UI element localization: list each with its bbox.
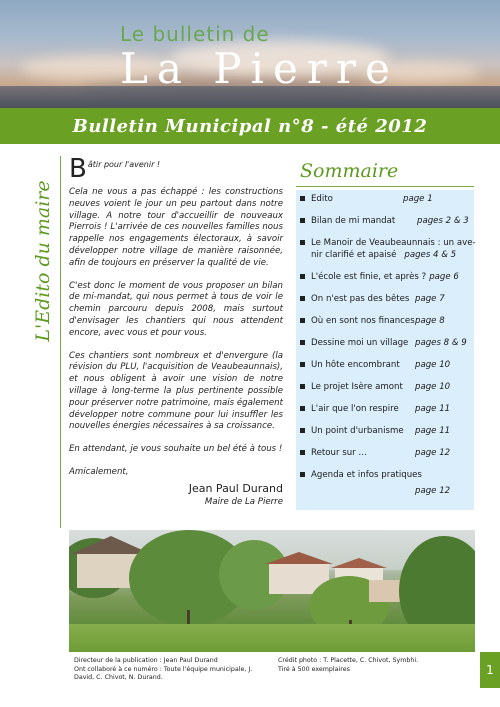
credit-line: Tiré à 500 exemplaires <box>278 665 350 673</box>
sommaire-item-page: pages 8 & 9 <box>415 338 467 348</box>
sommaire-item-label: Retour sur … <box>311 448 367 458</box>
bullet-icon <box>300 450 305 455</box>
bullet-icon <box>300 384 305 389</box>
sommaire-item-page: pages 4 & 5 <box>404 250 457 260</box>
credits-left <box>74 657 274 683</box>
sommaire-item-page: page 1 <box>403 194 433 204</box>
bullet-icon <box>300 472 305 477</box>
sommaire-item-label: Où en sont nos finances <box>311 316 415 326</box>
issue-banner-text: Bulletin Municipal n°8 - été 2012 <box>72 115 428 137</box>
roof <box>265 552 333 564</box>
bullet-icon <box>300 318 305 323</box>
sommaire-item-label: Dessine moi un village <box>311 338 409 348</box>
masthead <box>0 0 500 108</box>
editorial-closing: Amicalement, <box>69 466 129 477</box>
sommaire-item <box>296 404 474 415</box>
drop-cap: B <box>69 154 87 184</box>
editorial <box>69 154 283 508</box>
lawn <box>69 624 475 652</box>
sommaire-item <box>296 294 474 305</box>
sommaire-item <box>296 194 474 205</box>
bullet-icon <box>300 240 305 245</box>
sommaire-item-label: Agenda et infos pratiques <box>311 470 422 480</box>
village-photo <box>69 530 475 652</box>
editorial-paragraph: En attendant, je vous souhaite un bel été à tous ! <box>69 444 283 455</box>
masthead-subtitle: Le bulletin de <box>120 22 270 46</box>
editorial-paragraph: Ces chantiers sont nombreux et d'envergure (la révision du PLU, l'acquisition de Veaubeaunnais), et nous obligent à avoir une vision de notre village à long-terme la plus pertinente possible pour préserver notre patrimoine, mais également développer notre commune pour lui insuffler les nouvelles énergies nécessaires à sa croissance. <box>69 350 283 432</box>
bullet-icon <box>300 340 305 345</box>
signature-name: Jean Paul Durand <box>188 481 283 495</box>
sommaire-item <box>296 426 474 437</box>
bullet-icon <box>300 406 305 411</box>
credit-line: David, C. Chivot, N. Durand. <box>74 674 163 681</box>
sommaire-item-label: L'air que l'on respire <box>311 404 399 414</box>
sommaire-item <box>296 216 474 227</box>
credit-line: Directeur de la publication : Jean Paul Durand <box>74 657 218 664</box>
credit-line: Crédit photo : T. Placette, C. Chivot, Symbhi. <box>278 657 419 664</box>
page-number: 1 <box>480 652 500 688</box>
sommaire-item-page: page 11 <box>415 404 451 414</box>
sommaire-item-label: Un point d'urbanisme <box>311 426 404 436</box>
editorial-lead <box>69 154 283 184</box>
credits-right <box>278 657 458 674</box>
sommaire-item-label: Le Manoir de Veaubeaunnais : un ave- <box>311 238 476 248</box>
roof <box>331 558 387 568</box>
sommaire-item-label: Bilan de mi mandat <box>311 216 396 226</box>
sommaire-item-page: page 6 <box>429 272 459 282</box>
sommaire-item <box>296 470 474 497</box>
sommaire-item <box>296 448 474 459</box>
sommaire-item-label-cont: nir clarifié et apaisé <box>311 250 397 260</box>
sommaire-item-page: pages 2 & 3 <box>417 216 469 226</box>
editorial-heading: âtir pour l'avenir ! <box>87 160 161 170</box>
bullet-icon <box>300 428 305 433</box>
masthead-title: La Pierre <box>120 44 399 93</box>
edito-vertical-title: L'Edito du maire <box>32 180 54 342</box>
bullet-icon <box>300 218 305 223</box>
sommaire-item-page: page 12 <box>415 486 451 496</box>
sommaire-item-label: Le projet Isère amont <box>311 382 403 392</box>
bullet-icon <box>300 362 305 367</box>
sommaire-title: Sommaire <box>300 160 399 182</box>
editorial-paragraph: C'est donc le moment de vous proposer un bilan de mi-mandat, qui nous permet à tous de voir le chemin parcouru depuis 2008, mais surtout d'envisager les chantiers qui nous attendent encore, avec vous et pour vous. <box>69 280 283 338</box>
sommaire-item <box>296 272 474 283</box>
bullet-icon <box>300 274 305 279</box>
vertical-divider <box>60 156 61 528</box>
sommaire-item-page: page 8 <box>415 316 445 326</box>
sommaire-item-page: page 10 <box>415 382 451 392</box>
sommaire-item-page: page 12 <box>415 448 451 458</box>
sommaire-item <box>296 238 474 261</box>
bullet-icon <box>300 196 305 201</box>
sommaire-item-page: page 10 <box>415 360 451 370</box>
sommaire-item <box>296 316 474 327</box>
sommaire-item-page: page 11 <box>415 426 451 436</box>
edito-vertical-title-wrap <box>28 166 58 356</box>
editorial-paragraph: Cela ne vous a pas échappé : les constructions neuves voient le jour un peu partout dans notre village. A notre tour d'accueillir de nouveaux Pierrois ! L'arrivée de ces nouvelles familles nous rappelle nos engagements électoraux, à savoir développer notre village de manière raisonnée, afin de toujours en préserver la qualité de vie. <box>69 187 283 268</box>
sommaire-item-label: On n'est pas des bêtes <box>311 294 410 304</box>
sommaire-item <box>296 382 474 393</box>
bullet-icon <box>300 296 305 301</box>
signature-role: Maire de La Pierre <box>204 496 283 507</box>
sommaire-item-label: Un hôte encombrant <box>311 360 400 370</box>
sommaire-item-label: Edito <box>311 194 333 204</box>
sommaire-item-label: L'école est finie, et après ? <box>311 272 427 282</box>
sommaire-item <box>296 338 474 349</box>
sommaire-item <box>296 360 474 371</box>
sommaire-item-page: page 7 <box>415 294 445 304</box>
credit-line: Ont collaboré à ce numéro : Toute l'équipe municipale, J. <box>74 665 253 673</box>
sommaire-rule <box>296 186 474 187</box>
issue-banner <box>0 108 500 144</box>
